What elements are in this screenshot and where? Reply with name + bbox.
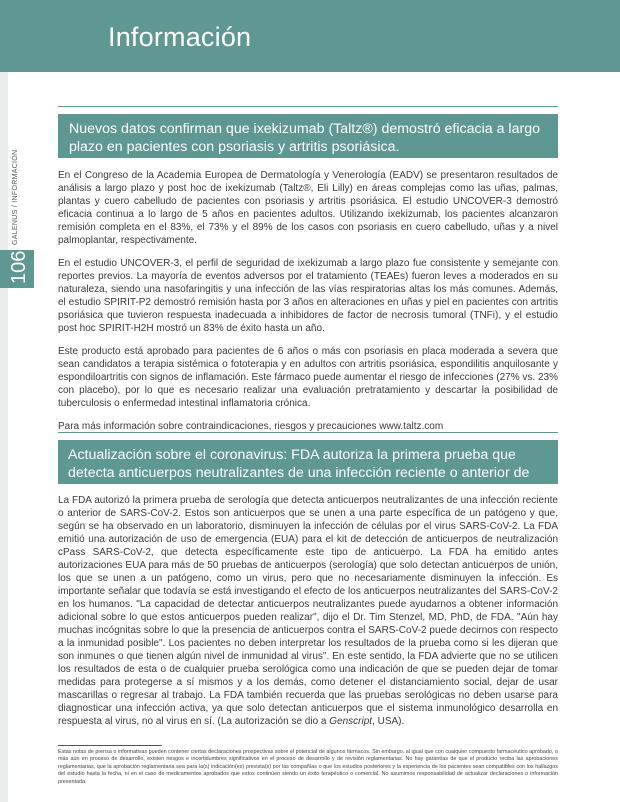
- article1-title: Nuevos datos confirman que ixekizumab (Taltz®) demostró eficacia a largo plazo en pacientes con psoriasis y artritis psoriásica.: [58, 114, 558, 158]
- article1-paragraph: En el estudio UNCOVER-3, el perfil de seguridad de ixekizumab a largo plazo fue consistente y semejante con reportes previos. La mayoría de eventos adversos por el tratamiento (TEAEs) fueron leves a moderados en su naturaleza, siendo una nasofaringitis y una infección de las vías respiratorias altas los más comunes. Además, el estudio SPIRIT-P2 demostró remisión hasta por 3 años en alteraciones en uñas y piel en pacientes con artritis psoriásica que tuvieron respuesta inadecuada a inhibidores de factor de necrosis tumoral (TNFi), y el estudio post hoc SPIRIT-H2H mostró un 83% de éxito hasta un año.: [58, 258, 558, 334]
- article1-body: [58, 169, 558, 433]
- article1-link-paragraph: Para más información sobre contraindicaciones, riesgos y precauciones www.taltz.com: [58, 421, 444, 432]
- article2-text: La FDA autorizó la primera prueba de serología que detecta anticuerpos neutralizantes de una infección reciente o anterior de SARS-CoV-2. Estos son anticuerpos que se unen a una parte específica de un patógeno y que, según se ha observado en un laboratorio, disminuyen la infección de células por el virus SARS-CoV-2. La FDA emitió una autorización de uso de emergencia (EUA) para el kit de detección de anticuerpos de neutralización cPass SARS-CoV-2, que detecta específicamente este tipo de anticuerpo. La FDA ha emitido antes autorizaciones EUA para más de 50 pruebas de anticuerpos (serología) que solo detectan anticuerpos de unión, los que se unen a un patógeno, como un virus, pero que no necesariamente disminuyen la infección. Es importante señalar que todavía se está investigando el efecto de los anticuerpos neutralizantes del SARS-CoV-2 en los humanos. "La capacidad de detectar anticuerpos neutralizantes puede ayudarnos a obtener información adicional sobre lo que estos anticuerpos pueden realizar", dijo el Dr. Tim Stenzel, MD, PhD, de FDA. "Aún hay muchas incógnitas sobre lo que la presencia de anticuerpos contra el SARS-CoV-2 puede decirnos con respecto a la inmunidad posible". Los pacientes no deben interpretar los resultados de la prueba como si les dijeran que son inmunes o que tienen algún nivel de inmunidad al virus". En este sentido, la FDA advierte que no se utilicen los resultados de esta o de cualquier prueba serológica como una indicación de que se pueden dejar de tomar medidas para protegerse a sí mismos y a los demás, como detener el distanciamiento social, dejar de usar mascarillas o regresar al trabajo. La FDA también recuerda que las pruebas serológicas no deben usarse para diagnosticar una infección activa, ya que solo detectan anticuerpos que el sistema inmunológico desarrolla en respuesta al virus, no al virus en sí. (La autorización se dio a: [58, 495, 558, 727]
- article2-top-rule: [58, 432, 558, 433]
- article2-title: Actualización sobre el coronavirus: FDA autoriza la primera prueba que detecta anticuerpos neutralizantes de una infección reciente o anterior de SARS-CoV-2.: [58, 440, 558, 484]
- footnote-disclaimer: Estas notas de prensa o informativas pueden contener ciertas declaraciones prospectivas sobre el potencial de algunos fármacos. Sin embargo, al igual que con cualquier compuesto farmacéutico aprobado, o más aún en proceso de desarrollo, existen riesgos e incertidumbres significativos en el proceso de desarrollo y de revisión reglamentarias. No hay garantías de que el producto reciba las aprobaciones reglamentarias, que la aprobación reglamentaria sea para la(s) indicación(es) prevista(s) por las compañías o que los estudios posteriores y la experiencia de los pacientes sean compatibles con los hallazgos del estudio hasta la fecha, ni en el caso de medicamentos aprobados que estos continúen siendo un éxito terapéutico o comercial. No asumimos responsabilidad de actualizar declaraciones o información presentada.: [58, 749, 558, 785]
- section-side-label: GALENUS / INFORMACIÓN: [12, 149, 19, 245]
- article2-paragraph: [58, 494, 558, 728]
- footnote-rule: [58, 745, 162, 746]
- article1-top-rule: [58, 106, 558, 107]
- page-number: 106: [8, 250, 30, 284]
- article1-paragraph: En el Congreso de la Academia Europea de Dermatología y Venerología (EADV) se presentaron resultados de análisis a largo plazo y post hoc de ixekizumab (Taltz®, Eli Lilly) en áreas complejas como las uñas, palmas, plantas y cuero cabelludo de pacientes con psoriasis y artritis psoriásica. El estudio UNCOVER-3 demostró eficacia continua a lo largo de 5 años en pacientes adultos. Utilizando ixekizumab, los pacientes alcanzaron remisión completa en el 83%, el 73% y el 89% de los casos con psoriasis en cuero cabelludo, uñas y a nivel palmoplantar, respectivamente.: [58, 170, 558, 246]
- article1-paragraph: Este producto está aprobado para pacientes de 6 años o más con psoriasis en placa moderada a severa que sean candidatos a terapia sistémica o fototerapia y en adultos con artritis psoriásica, espondilitis anquilosante y espondiloartritis con signos de inflamación. Este fármaco puede aumentar el riesgo de infecciones (27% vs. 23% con placebo), por lo que es necesario realizar una evaluación pretratamiento y descartar la posibilidad de tuberculosis o enfermedad intestinal inflamatoria crónica.: [58, 346, 558, 409]
- left-margin-strip: [0, 72, 8, 802]
- article2-source-tail: , USA).: [372, 716, 405, 727]
- article2-source: Genscript: [329, 716, 373, 727]
- header-band: [0, 0, 620, 72]
- article2-body: [58, 494, 558, 728]
- page-title: Información: [108, 22, 252, 52]
